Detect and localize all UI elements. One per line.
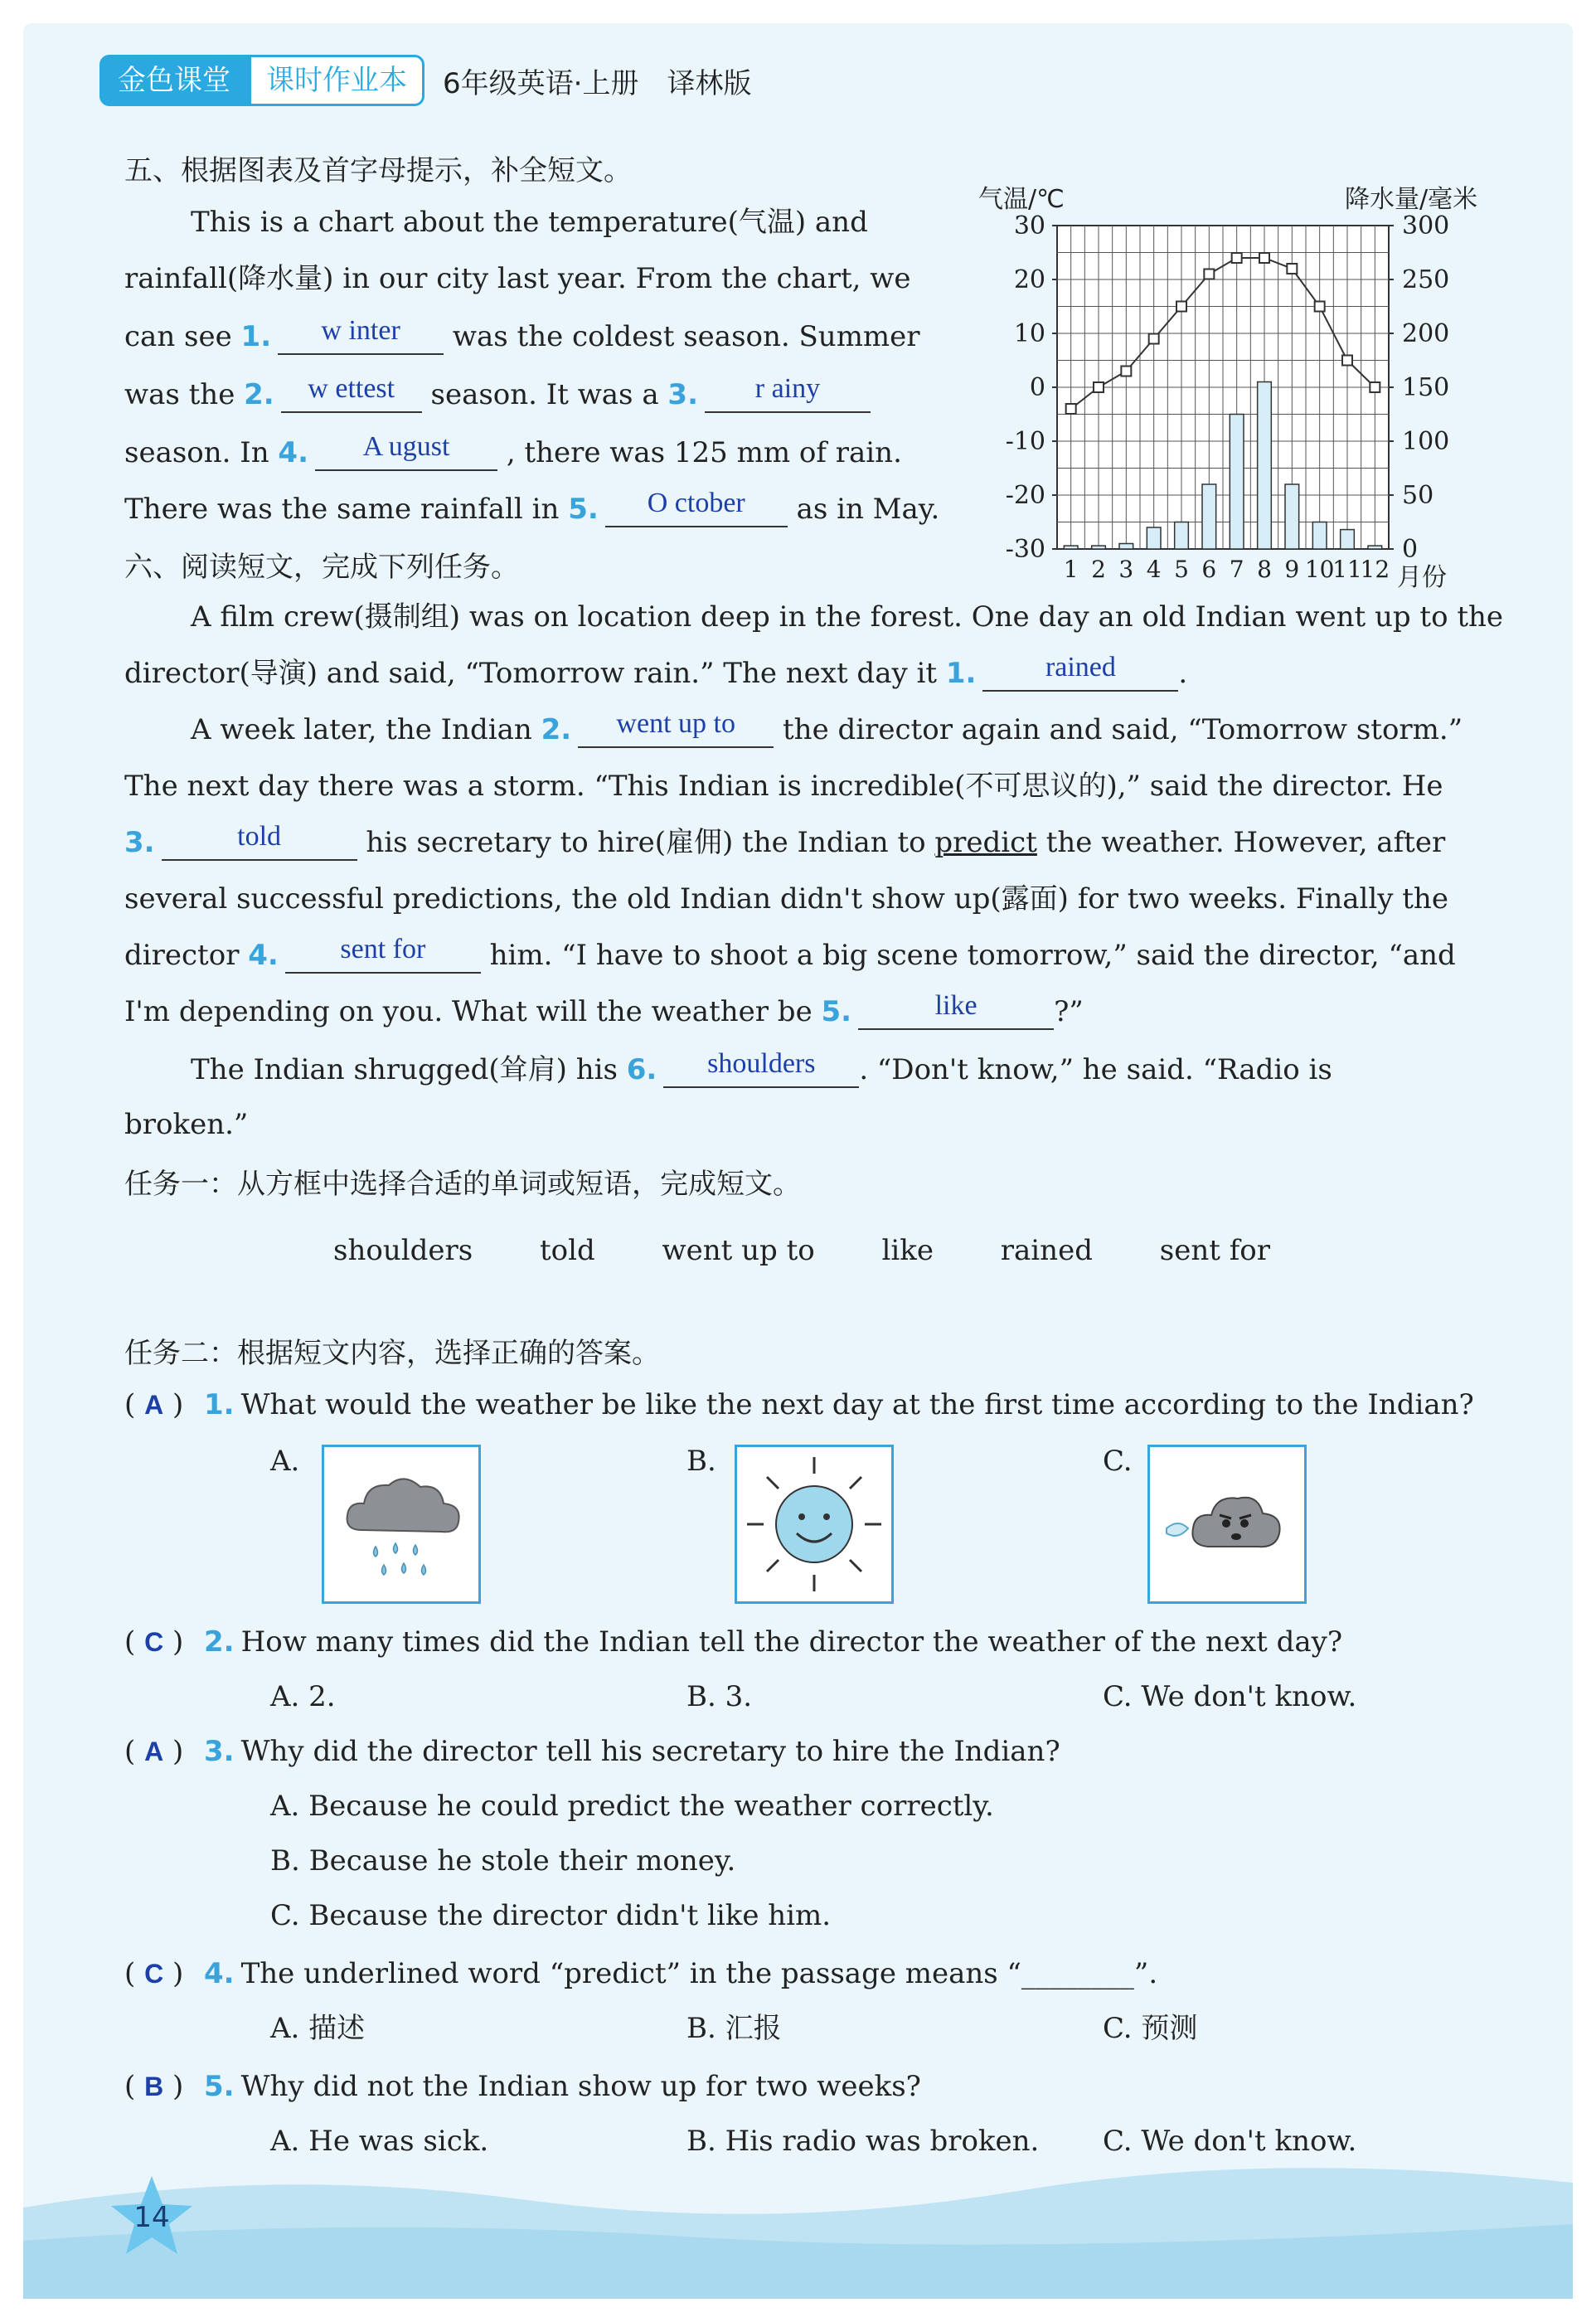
question-4 bbox=[124, 1955, 1157, 1992]
temperature-rainfall-chart bbox=[962, 174, 1542, 605]
question-number: 4. bbox=[204, 1957, 235, 1990]
s6-p3b: broken.” bbox=[124, 1108, 249, 1141]
answer-letter: C bbox=[144, 1627, 164, 1657]
s6-p2a bbox=[191, 708, 1463, 748]
rainfall-bar bbox=[1175, 522, 1189, 550]
s5-line1-text: This is a chart about the temperature(气温) and bbox=[191, 206, 868, 239]
right-tick-label: 50 bbox=[1402, 481, 1434, 510]
answer-paren: ( C ) bbox=[124, 1625, 184, 1659]
temperature-point bbox=[1094, 382, 1104, 392]
section5-title: 五、根据图表及首字母提示，补全短文。 bbox=[124, 154, 632, 187]
question-number: 2. bbox=[204, 1625, 235, 1659]
temperature-point bbox=[1149, 334, 1159, 344]
blank-number: 1. bbox=[945, 657, 977, 690]
answer-letter: B bbox=[144, 2072, 164, 2101]
brand-label: 金色课堂 bbox=[99, 55, 249, 106]
x-tick-label: 12 bbox=[1360, 556, 1390, 583]
x-tick-label: 10 bbox=[1304, 556, 1335, 583]
sun-icon bbox=[737, 1447, 891, 1601]
header-bar bbox=[99, 55, 751, 106]
section6-title: 六、阅读短文，完成下列任务。 bbox=[124, 551, 519, 584]
left-tick-label: 30 bbox=[1013, 211, 1045, 240]
question-text: The underlined word “predict” in the passage means “________”. bbox=[240, 1957, 1158, 1990]
s6-p2f bbox=[124, 990, 1084, 1030]
answer-text: w ettest bbox=[308, 373, 395, 404]
q5-option-c: C. We don't know. bbox=[1103, 2125, 1357, 2158]
blank-number: 3. bbox=[124, 826, 155, 859]
blank-number: 5. bbox=[821, 995, 852, 1028]
s6-text: The Indian shrugged(耸肩) his bbox=[191, 1053, 618, 1086]
x-tick-label: 6 bbox=[1201, 556, 1217, 583]
answer-text: w inter bbox=[321, 315, 400, 346]
word-option: shoulders bbox=[333, 1234, 473, 1267]
answer-blank-2[interactable] bbox=[281, 373, 422, 413]
s6-text: . “Don't know,” he said. “Radio is bbox=[859, 1053, 1332, 1086]
word-option: rained bbox=[1000, 1234, 1093, 1267]
rain-cloud-picture[interactable] bbox=[322, 1445, 481, 1604]
s6-text: the weather. However, after bbox=[1045, 826, 1446, 859]
question-text: What would the weather be like the next day at the first time according to the Indian? bbox=[240, 1388, 1474, 1421]
task2-title: 任务二：根据短文内容，选择正确的答案。 bbox=[124, 1337, 660, 1370]
temperature-point bbox=[1066, 404, 1076, 414]
answer-blank-6-3[interactable] bbox=[162, 821, 357, 861]
s5-text: season. It was a bbox=[430, 378, 659, 411]
task1-title: 任务一：从方框中选择合适的单词或短语，完成短文。 bbox=[124, 1168, 801, 1201]
temperature-point bbox=[1370, 382, 1380, 392]
q4-option-b: B. 汇报 bbox=[686, 2012, 782, 2045]
blank-number: 6. bbox=[626, 1053, 657, 1086]
s6-p2c bbox=[124, 821, 1446, 861]
underlined-word-predict: predict bbox=[934, 826, 1037, 859]
s5-line2 bbox=[124, 260, 965, 297]
option-b-label: B. bbox=[686, 1445, 716, 1478]
s6-text: his secretary to hire(雇佣) the Indian to bbox=[366, 826, 926, 859]
answer-paren: ( B ) bbox=[124, 2070, 184, 2103]
temperature-point bbox=[1342, 356, 1352, 366]
wind-cloud-icon bbox=[1150, 1447, 1304, 1601]
answer-blank-6-4[interactable] bbox=[285, 934, 481, 974]
temperature-point bbox=[1204, 270, 1214, 279]
rainfall-bar bbox=[1341, 530, 1355, 549]
s6-text: ?” bbox=[1054, 995, 1084, 1028]
q5-option-b: B. His radio was broken. bbox=[686, 2125, 1040, 2158]
answer-text: O ctober bbox=[647, 488, 745, 518]
s5-text: can see bbox=[124, 320, 232, 353]
question-3 bbox=[124, 1733, 1060, 1770]
answer-text: sent for bbox=[340, 934, 426, 964]
temperature-point bbox=[1259, 253, 1269, 263]
left-tick-label: -30 bbox=[1005, 535, 1045, 564]
answer-text: r ainy bbox=[754, 373, 821, 404]
answer-text: A ugust bbox=[362, 431, 450, 462]
question-number: 3. bbox=[204, 1735, 235, 1768]
blank-number: 4. bbox=[248, 939, 279, 972]
left-tick-label: 10 bbox=[1013, 319, 1045, 348]
word-option: sent for bbox=[1159, 1234, 1270, 1267]
s6-p3 bbox=[191, 1048, 1332, 1088]
answer-blank-6-1[interactable] bbox=[982, 652, 1178, 692]
rainfall-bar bbox=[1312, 522, 1327, 550]
rainfall-bar bbox=[1230, 415, 1244, 550]
right-tick-label: 300 bbox=[1402, 211, 1450, 240]
word-option: told bbox=[539, 1234, 595, 1267]
answer-paren: ( A ) bbox=[124, 1735, 184, 1768]
s5-text: There was the same rainfall in bbox=[124, 493, 560, 526]
right-tick-label: 100 bbox=[1402, 427, 1450, 456]
blank-number: 2. bbox=[244, 378, 274, 411]
temperature-point bbox=[1176, 302, 1186, 312]
sun-picture[interactable] bbox=[735, 1445, 894, 1604]
x-tick-label: 11 bbox=[1332, 556, 1362, 583]
s5-line1 bbox=[191, 204, 965, 240]
book-title: 6年级英语·上册 译林版 bbox=[443, 66, 752, 100]
right-axis-title: 降水量/毫米 bbox=[1345, 185, 1478, 214]
temperature-point bbox=[1315, 302, 1325, 312]
q2-option-b: B. 3. bbox=[686, 1680, 753, 1713]
x-tick-label: 5 bbox=[1174, 556, 1189, 583]
option-c-label: C. bbox=[1103, 1445, 1133, 1478]
blank-number: 4. bbox=[278, 436, 308, 469]
answer-blank-5[interactable] bbox=[605, 488, 788, 527]
question-5 bbox=[124, 2068, 921, 2105]
s6-text: him. “I have to shoot a big scene tomorrow,” said the director, “and bbox=[489, 939, 1456, 972]
rainfall-bar bbox=[1147, 527, 1161, 549]
q4-option-a: A. 描述 bbox=[270, 2012, 366, 2045]
question-number: 1. bbox=[204, 1388, 235, 1421]
right-tick-label: 0 bbox=[1402, 535, 1419, 564]
x-tick-label: 4 bbox=[1146, 556, 1162, 583]
x-tick-label: 9 bbox=[1284, 556, 1300, 583]
question-2 bbox=[124, 1624, 1342, 1660]
question-text: How many times did the Indian tell the director the weather of the next day? bbox=[240, 1625, 1343, 1659]
series-label: 课时作业本 bbox=[249, 55, 424, 106]
answer-text: like bbox=[934, 990, 977, 1021]
answer-blank-1[interactable] bbox=[278, 315, 444, 355]
s5-text: as in May. bbox=[796, 493, 940, 526]
rainfall-bar bbox=[1285, 484, 1299, 549]
word-option: went up to bbox=[662, 1234, 815, 1267]
s6-text: . bbox=[1178, 657, 1188, 690]
blank-number: 1. bbox=[240, 320, 272, 353]
s6-text: director bbox=[124, 939, 240, 972]
x-axis-title: 月份 bbox=[1397, 563, 1447, 592]
s6-text: director(导演) and said, “Tomorrow rain.” The next day it bbox=[124, 657, 938, 690]
answer-paren: ( C ) bbox=[124, 1957, 184, 1990]
q3-option-c: C. Because the director didn't like him. bbox=[270, 1899, 832, 1932]
answer-paren: ( A ) bbox=[124, 1388, 184, 1421]
temperature-point bbox=[1232, 253, 1242, 263]
answer-letter: A bbox=[144, 1737, 164, 1766]
x-tick-label: 8 bbox=[1257, 556, 1272, 583]
answer-blank-6-2[interactable] bbox=[578, 708, 774, 748]
q3-option-a: A. Because he could predict the weather correctly. bbox=[270, 1790, 994, 1823]
x-tick-label: 7 bbox=[1229, 556, 1244, 583]
q5-option-a: A. He was sick. bbox=[270, 2125, 489, 2158]
left-tick-label: 20 bbox=[1013, 265, 1045, 294]
q2-option-c: C. We don't know. bbox=[1103, 1680, 1357, 1713]
s6-p2d: several successful predictions, the old Indian didn't show up(露面) for two weeks. Finally the bbox=[124, 882, 1448, 916]
word-option: like bbox=[881, 1234, 934, 1267]
word-box bbox=[333, 1234, 1270, 1267]
option-a-label: A. bbox=[270, 1445, 300, 1478]
rain-cloud-icon bbox=[324, 1447, 478, 1601]
blank-number: 5. bbox=[568, 493, 599, 526]
q2-option-a: A. 2. bbox=[270, 1680, 336, 1713]
answer-text: rained bbox=[1045, 652, 1116, 683]
answer-blank-6-5[interactable] bbox=[858, 990, 1054, 1030]
q4-option-c: C. 预测 bbox=[1103, 2012, 1198, 2045]
answer-text: went up to bbox=[616, 708, 735, 739]
temperature-point bbox=[1121, 367, 1131, 376]
question-1 bbox=[124, 1387, 1474, 1423]
s6-p2e bbox=[124, 934, 1456, 974]
answer-blank-3[interactable] bbox=[705, 373, 871, 413]
s5-line3 bbox=[124, 315, 920, 355]
s5-line4 bbox=[124, 373, 871, 413]
right-tick-label: 250 bbox=[1402, 265, 1450, 294]
s6-p1b bbox=[124, 652, 1188, 692]
blank-number: 2. bbox=[541, 713, 572, 746]
left-tick-label: -20 bbox=[1005, 481, 1045, 510]
answer-letter: C bbox=[144, 1959, 164, 1989]
s6-text: A week later, the Indian bbox=[191, 713, 532, 746]
x-tick-label: 1 bbox=[1063, 556, 1079, 583]
right-tick-label: 200 bbox=[1402, 319, 1450, 348]
rainfall-bar bbox=[1119, 544, 1133, 550]
rainfall-bar bbox=[1368, 546, 1382, 549]
q3-option-b: B. Because he stole their money. bbox=[270, 1844, 736, 1878]
x-tick-label: 2 bbox=[1091, 556, 1106, 583]
page-number-badge bbox=[106, 2173, 197, 2264]
s6-p1a: A film crew(摄制组) was on location deep in the forest. One day an old Indian went up to the bbox=[191, 600, 1504, 634]
temperature-point bbox=[1287, 264, 1297, 274]
s5-text: , there was 125 mm of rain. bbox=[506, 436, 902, 469]
s5-text: season. In bbox=[124, 436, 269, 469]
s5-line6 bbox=[124, 488, 940, 527]
left-tick-label: 0 bbox=[1029, 373, 1045, 402]
answer-text: shoulders bbox=[707, 1048, 816, 1079]
answer-text: told bbox=[237, 821, 282, 852]
question-text: Why did not the Indian show up for two weeks? bbox=[240, 2070, 921, 2103]
s6-text: I'm depending on you. What will the weather be bbox=[124, 995, 813, 1028]
answer-letter: A bbox=[144, 1390, 164, 1420]
left-axis-title: 气温/℃ bbox=[978, 185, 1065, 214]
left-tick-label: -10 bbox=[1005, 427, 1045, 456]
wind-cloud-picture[interactable] bbox=[1147, 1445, 1307, 1604]
rainfall-bar bbox=[1258, 382, 1272, 550]
blank-number: 3. bbox=[667, 378, 698, 411]
s5-line2-text: rainfall(降水量) in our city last year. From the chart, we bbox=[124, 262, 911, 295]
rainfall-bar bbox=[1202, 484, 1216, 549]
x-tick-label: 3 bbox=[1118, 556, 1134, 583]
right-tick-label: 150 bbox=[1402, 373, 1450, 402]
s5-text: was the coldest season. Summer bbox=[452, 320, 920, 353]
answer-blank-6-6[interactable] bbox=[663, 1048, 859, 1088]
s5-text: was the bbox=[124, 378, 235, 411]
answer-blank-4[interactable] bbox=[315, 431, 497, 471]
rainfall-bar bbox=[1092, 546, 1106, 549]
s6-text: the director again and said, “Tomorrow storm.” bbox=[783, 713, 1463, 746]
s5-line5 bbox=[124, 431, 902, 471]
page-number: 14 bbox=[133, 2201, 170, 2234]
rainfall-bar bbox=[1064, 546, 1078, 549]
question-text: Why did the director tell his secretary to hire the Indian? bbox=[240, 1735, 1060, 1768]
s6-p2b: The next day there was a storm. “This Indian is incredible(不可思议的),” said the director. He bbox=[124, 770, 1443, 803]
question-number: 5. bbox=[204, 2070, 235, 2103]
